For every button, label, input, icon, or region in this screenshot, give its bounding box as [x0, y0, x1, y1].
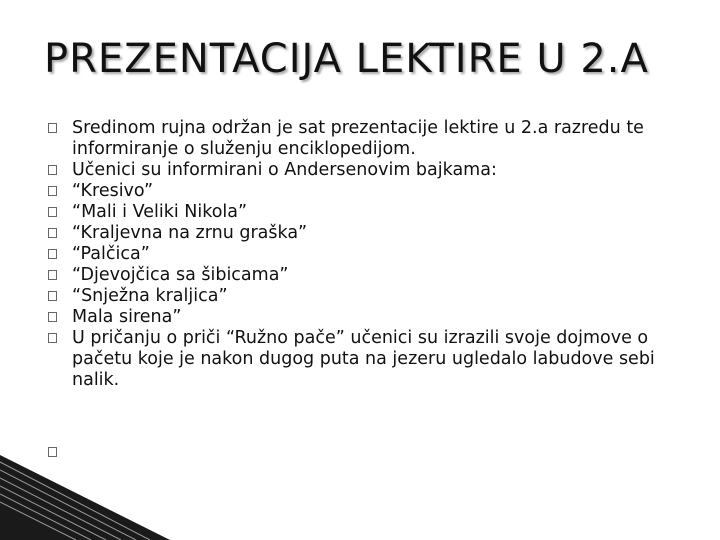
corner-dark-wedge	[0, 455, 170, 540]
bullet-text: U pričanju o priči “Ružno pače” učenici su izrazili svoje dojmove o pačetu koje je nakon dugog puta na jezeru ugledalo labudove sebi nalik.	[72, 328, 655, 390]
bullet-text: “Djevojčica sa šibicama”	[72, 265, 289, 285]
bullet-text: Učenici su informirani o Andersenovim bajkama:	[72, 160, 497, 180]
bullet-text: Mala sirena”	[72, 307, 182, 327]
slide-title: PREZENTACIJA LEKTIRE U 2.A	[44, 36, 649, 82]
bullet-text: “Mali i Veliki Nikola”	[72, 202, 248, 222]
bullet-text: Sredinom rujna održan je sat prezentacije lektire u 2.a razredu te informiranje o služenju enciklopedijom.	[72, 118, 644, 159]
bullet-text: “Snježna kraljica”	[72, 286, 228, 306]
bullet-text: “Kraljevna na zrnu graška”	[72, 223, 308, 243]
bullet-text: “Kresivo”	[72, 181, 154, 201]
bullet-text: “Palčica”	[72, 244, 150, 264]
